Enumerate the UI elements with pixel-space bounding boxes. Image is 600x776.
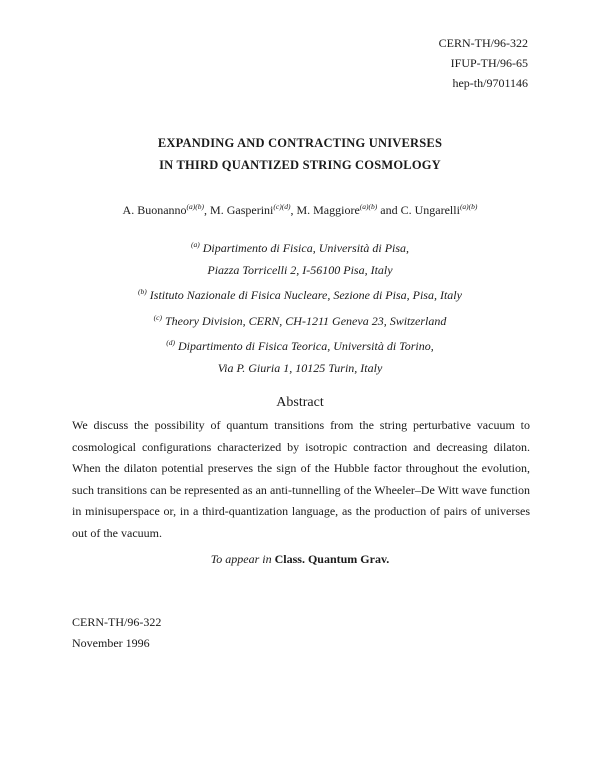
affiliation-b <box>0 281 600 307</box>
footer-info <box>72 612 161 654</box>
author-affiliation-mark: (c)(d) <box>273 202 291 211</box>
author-list <box>0 202 600 218</box>
affiliations <box>0 234 600 379</box>
arxiv-id: hep-th/9701146 <box>452 76 528 90</box>
report-id: IFUP-TH/96-65 <box>450 56 528 70</box>
affiliation-text: Dipartimento di Fisica, Università di Pisa, <box>202 241 410 255</box>
abstract-text: We discuss the possibility of quantum transitions from the string perturbative vacuum to cosmological configurations characterized by isotropic contraction and decreasing dilaton. When the dilaton potential preserves the sign of the Hubble factor throughout the evolution, such transitions can be represented as an anti-tunnelling of the Wheeler–De Witt wave function in minisuperspace or, in a third-quantization language, as the production of pairs of universes out of the vacuum. <box>72 418 530 540</box>
affiliation-mark: (c) <box>153 312 162 322</box>
author-separator: , <box>290 203 297 217</box>
affiliation-mark: (a) <box>190 240 200 249</box>
title-line: IN THIRD QUANTIZED STRING COSMOLOGY <box>159 158 441 172</box>
author-name: A. Buonanno <box>122 203 187 217</box>
affiliation-mark: (b) <box>138 287 147 296</box>
affiliation-text: Istituto Nazionale di Fisica Nucleare, Sezione di Pisa, Pisa, Italy <box>149 288 462 302</box>
author-affiliation-mark: (a)(b) <box>359 202 378 211</box>
abstract-heading: Abstract <box>276 395 324 410</box>
publication-lead: To appear in <box>210 552 272 566</box>
journal-name: Class. Quantum Grav. <box>274 552 390 566</box>
author-affiliation-mark: (a)(b) <box>459 202 478 211</box>
author-name: M. Gasperini <box>210 203 274 217</box>
affiliation-mark: (d) <box>166 338 175 347</box>
report-id: CERN-TH/96-322 <box>438 36 528 50</box>
title-line: EXPANDING AND CONTRACTING UNIVERSES <box>157 136 443 150</box>
author-separator: , <box>204 203 211 217</box>
affiliation-text: Dipartimento di Fisica Teorica, Università di Torino, <box>177 339 434 353</box>
affiliation-a <box>0 234 600 260</box>
author-name: M. Maggiore <box>296 203 360 217</box>
footer-report-id: CERN-TH/96-322 <box>72 615 162 629</box>
footer-date: November 1996 <box>72 636 150 650</box>
author-name: C. Ungarelli <box>400 203 460 217</box>
paper-title <box>0 132 600 176</box>
affiliation-d <box>0 332 600 358</box>
affiliation-d-address: Via P. Giuria 1, 10125 Turin, Italy <box>217 360 383 375</box>
report-numbers <box>439 33 528 93</box>
author-separator: and <box>377 203 401 217</box>
publication-note <box>0 552 600 567</box>
author-affiliation-mark: (a)(b) <box>186 202 205 211</box>
affiliation-c <box>0 307 600 333</box>
affiliation-text: Theory Division, CERN, CH-1211 Geneva 23, Switzerland <box>164 313 447 328</box>
affiliation-a-address: Piazza Torricelli 2, I-56100 Pisa, Italy <box>207 262 393 277</box>
